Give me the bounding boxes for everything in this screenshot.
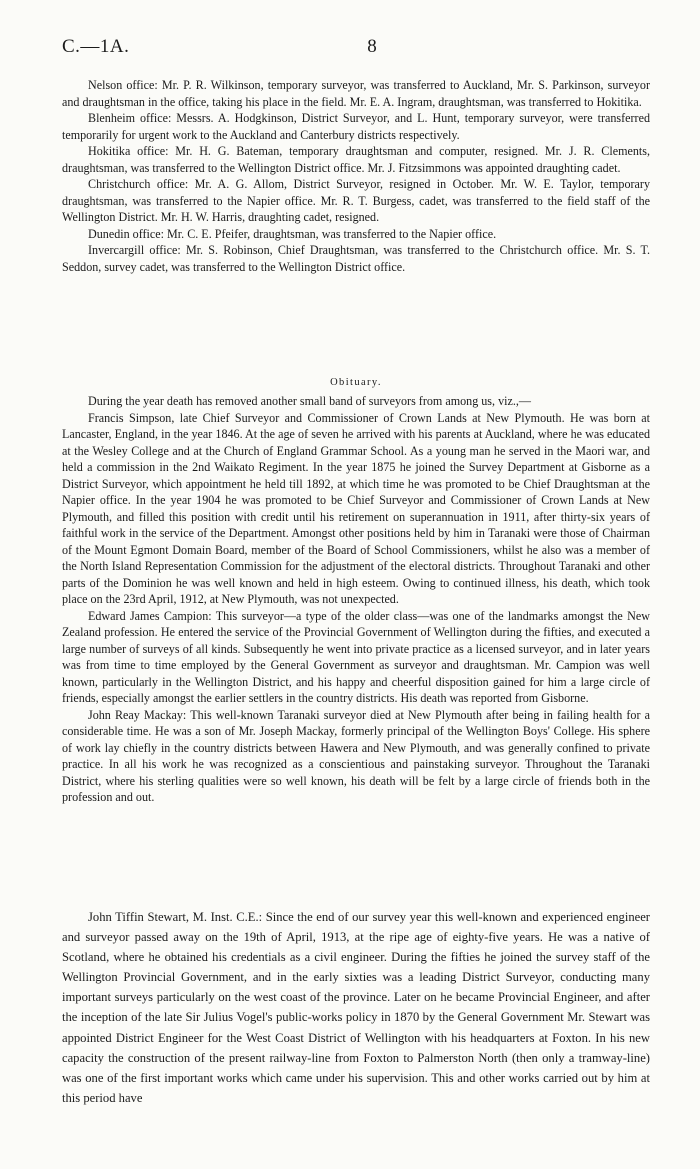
dunedin-office-paragraph: Dunedin office: Mr. C. E. Pfeifer, draughtsman, was transferred to the Napier office. — [88, 226, 497, 241]
christchurch-office-paragraph: Christchurch office: Mr. A. G. Allom, District Surveyor, resigned in October. Mr. W. E. Taylor, temporary draughtsman, was transferred to the Napier office. Mr. R. T. Burgess, cadet, was transferred to the field staff of the Wellington District. Mr. H. W. Harris, draughting cadet, resigned. — [62, 177, 650, 224]
obituary-section — [62, 375, 650, 806]
hokitika-office-paragraph: Hokitika office: Mr. H. G. Bateman, temporary draughtsman and computer, resigned. Mr. J. R. Clements, draughtsman, was transferred to the Wellington District office. Mr. J. Fitzsimmons was appointed draughting cadet. — [62, 144, 650, 175]
nelson-office-paragraph: Nelson office: Mr. P. R. Wilkinson, temporary surveyor, was transferred to Auckland, Mr. S. Parkinson, surveyor and draughtsman in the office, taking his place in the field. Mr. E. A. Ingram, draughtsman, was transferred to Hokitika. — [62, 78, 650, 109]
mackay-obituary-paragraph: John Reay Mackay: This well-known Taranaki surveyor died at New Plymouth after being in failing health for a considerable time. He was a son of Mr. Joseph Mackay, formerly principal of the Wellington Boys' College. His sphere of work lay chiefly in the country districts between Hawera and New Plymouth, and was generally confined to private practice. In all his work he was recognized as a conscientious and painstaking surveyor. Throughout the Taranaki District, where his sterling qualities were so well known, his death will be felt by a large circle of friends both in the profession and out. — [62, 707, 650, 804]
document-reference: C.—1A. — [62, 36, 130, 57]
invercargill-office-paragraph: Invercargill office: Mr. S. Robinson, Chief Draughtsman, was transferred to the Christchurch office. Mr. S. T. Seddon, survey cadet, was transferred to the Wellington District office. — [62, 243, 650, 274]
blenheim-office-paragraph: Blenheim office: Messrs. A. Hodgkinson, District Surveyor, and L. Hunt, temporary surveyor, were transferred temporarily for urgent work to the Auckland and Canterbury districts respectively. — [62, 111, 650, 142]
stewart-obituary-section — [62, 907, 650, 1108]
simpson-obituary-paragraph: Francis Simpson, late Chief Surveyor and Commissioner of Crown Lands at New Plymouth. He was born at Lancaster, England, in the year 1846. At the age of seven he arrived with his parents at Auckland, where he was educated at the Wesley College and at the Church of England Grammar School. As a young man he served in the Maori war, and held a commission in the 2nd Waikato Regiment. In the year 1875 he joined the Survey Department at Gisborne as a District Surveyor, which appointment he held till 1892, at which time he was promoted to be Chief Draughtsman at the Napier office. In the year 1904 he was promoted to be Chief Surveyor and Commissioner of Crown Lands at New Plymouth, and filled this position with credit until his retirement on superannuation in 1911, after thirty-six years of faithful work in the service of the Department. Amongst other positions held by him in Taranaki were those of Chairman of the Mount Egmont Domain Board, member of the Board of School Commissioners, whilst he also was a member of the North Island Representation Commission for the adjustment of the electoral districts. Throughout Taranaki and other parts of the Dominion he was well known and held in high esteem. Owing to continued illness, his death, which took place on the 23rd April, 1912, at New Plymouth, was not unexpected. — [62, 410, 650, 606]
obituary-intro-paragraph: During the year death has removed another small band of surveyors from among us, viz.,— — [88, 394, 531, 408]
page-header — [62, 36, 638, 60]
stewart-obituary-paragraph: John Tiffin Stewart, M. Inst. C.E.: Since the end of our survey year this well-known and experienced engineer and surveyor passed away on the 19th of April, 1913, at the ripe age of eighty-five years. He was a native of Scotland, where he obtained his credentials as a civil engineer. During the fifties he joined the survey staff of the Wellington Provincial Government, and in the early sixties was a leading District Surveyor, conducting many important surveys particularly on the west coast of the province. Later on he became Provincial Engineer, and after the inception of the late Sir Julius Vogel's public-works policy in 1870 by the General Government Mr. Stewart was appointed District Engineer for the West Coast District of Wellington with his headquarters at Foxton. In his new capacity the construction of the present railway-line from Foxton to Palmerston North (then only a tramway-line) was one of the first important works which came under his supervision. This and other works carried out by him at this period have — [62, 910, 650, 1105]
campion-obituary-paragraph: Edward James Campion: This surveyor—a type of the older class—was one of the landmarks amongst the New Zealand profession. He entered the service of the Provincial Government of Wellington during the fifties, and executed a large number of surveys of all kinds. Subsequently he went into private practice as a licensed surveyor, and in later years was from time to time employed by the General Government as surveyor and draughtsman. Mr. Campion was well known, particularly in the Wellington District, and his happy and cheerful disposition gained for him a large circle of friends, especially amongst the earlier settlers in the country districts. His death was reported from Gisborne. — [62, 608, 650, 705]
page-number: 8 — [367, 36, 377, 57]
obituary-heading: Obituary. — [330, 377, 382, 388]
office-transfers-section — [62, 77, 650, 275]
